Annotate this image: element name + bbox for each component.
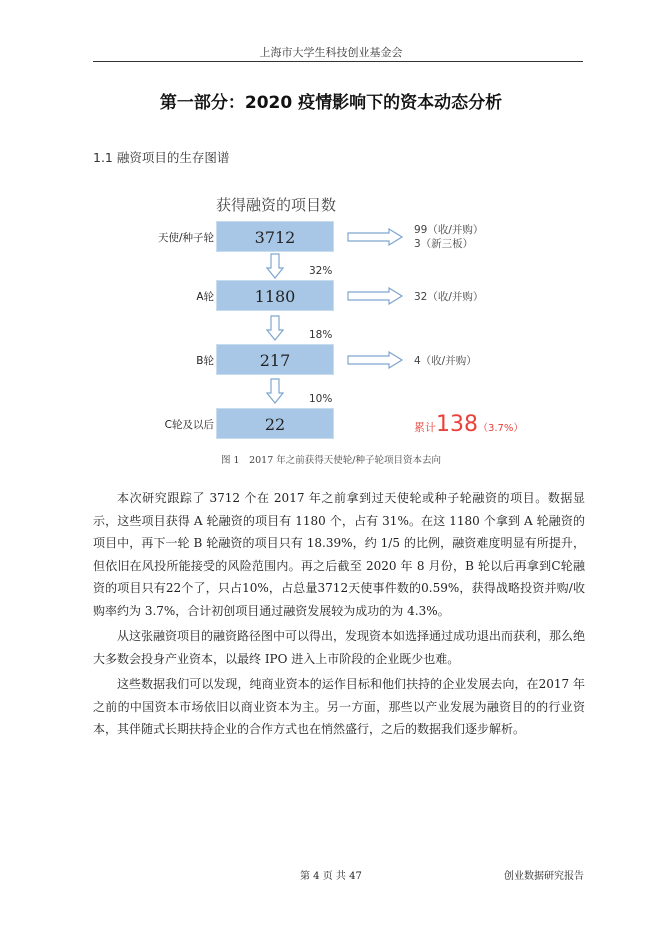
right-arrow-icon — [347, 287, 403, 305]
down-arrow-icon — [266, 378, 284, 404]
cumulative-percent: （3.7%） — [478, 423, 524, 434]
stage-bar-c: 22 — [216, 408, 334, 439]
body-paragraph: 从这张融资项目的融资路径图中可以得出，发现资本如选择通过成功退出而获利，那么绝大多数会投身产业资本，以最终 IPO 进入上市阶段的企业既少也难。 — [93, 629, 586, 666]
stage-percent-c: 10% — [309, 393, 333, 405]
down-arrow-icon — [266, 253, 284, 279]
stage-bar-b: 217 — [216, 344, 334, 375]
header-divider — [93, 61, 583, 62]
cumulative-total — [414, 412, 523, 437]
stage-label-c: C轮及以后 — [164, 419, 214, 431]
report-name: 创业数据研究报告 — [504, 871, 584, 882]
stage-percent-b: 18% — [309, 329, 333, 341]
figure-title: 获得融资的项目数 — [216, 196, 337, 214]
page-number: 第 4 页 共 47 — [300, 871, 362, 882]
right-arrow-icon — [347, 228, 403, 246]
down-arrow-icon — [266, 315, 284, 341]
section-heading: 1.1 融资项目的生存图谱 — [93, 150, 230, 165]
cumulative-label: 累计 — [414, 421, 436, 434]
stage-label-angel: 天使/种子轮 — [157, 232, 214, 244]
cumulative-value: 138 — [436, 412, 478, 437]
stage-percent-a: 32% — [309, 265, 333, 277]
stage-bar-angel: 3712 — [216, 221, 334, 252]
header-org-name: 上海市大学生科技创业基金会 — [259, 46, 403, 59]
body-paragraph: 这些数据我们可以发现，纯商业资本的运作目标和他们扶持的企业发展去向，在2017 年之前的中国资本市场依旧以商业资本为主。另一方面，那些以产业发展为融资目的的行业资本，其伴随式长期扶持企业的合作方式也在悄然盛行，之后的数据我们逐步解析。 — [93, 677, 585, 736]
exit-text-angel-1: 99（收/并购） — [414, 224, 484, 236]
exit-text-angel-2: 3（新三板） — [414, 238, 474, 250]
stage-label-a: A轮 — [196, 291, 214, 303]
funding-survival-figure — [150, 194, 530, 444]
body-paragraph: 本次研究跟踪了 3712 个在 2017 年之前拿到过天使轮或种子轮融资的项目。数据显示，这些项目获得 A 轮融资的项目有 1180 个，占有 31%。在这 1180 个拿到 A 轮融资的项目中，再下一轮 B 轮融资的项目只有 18.39%，约 1/5 的比例，融资难度明显有所提升，但依旧在风投所能接受的风险范围内。再之后截至 2020 年 8 月份，B 轮以后再拿到C轮融资的项目只有22个了，只占10%，占总量3712天使事件数的0.59%，获得战略投资并购/收购率约为 3.7%，合计初创项目通过融资发展较为成功的为 4.3%。 — [93, 491, 585, 618]
exit-text-a: 32（收/并购） — [414, 291, 484, 303]
page-title: 第一部分：2020 疫情影响下的资本动态分析 — [159, 93, 503, 113]
exit-text-b: 4（收/并购） — [414, 355, 477, 367]
body-text — [93, 487, 585, 744]
right-arrow-icon — [347, 351, 403, 369]
figure-caption: 图 1 2017 年之前获得天使轮/种子轮项目资本去向 — [221, 455, 441, 466]
stage-label-b: B轮 — [196, 355, 214, 367]
stage-bar-a: 1180 — [216, 280, 334, 311]
